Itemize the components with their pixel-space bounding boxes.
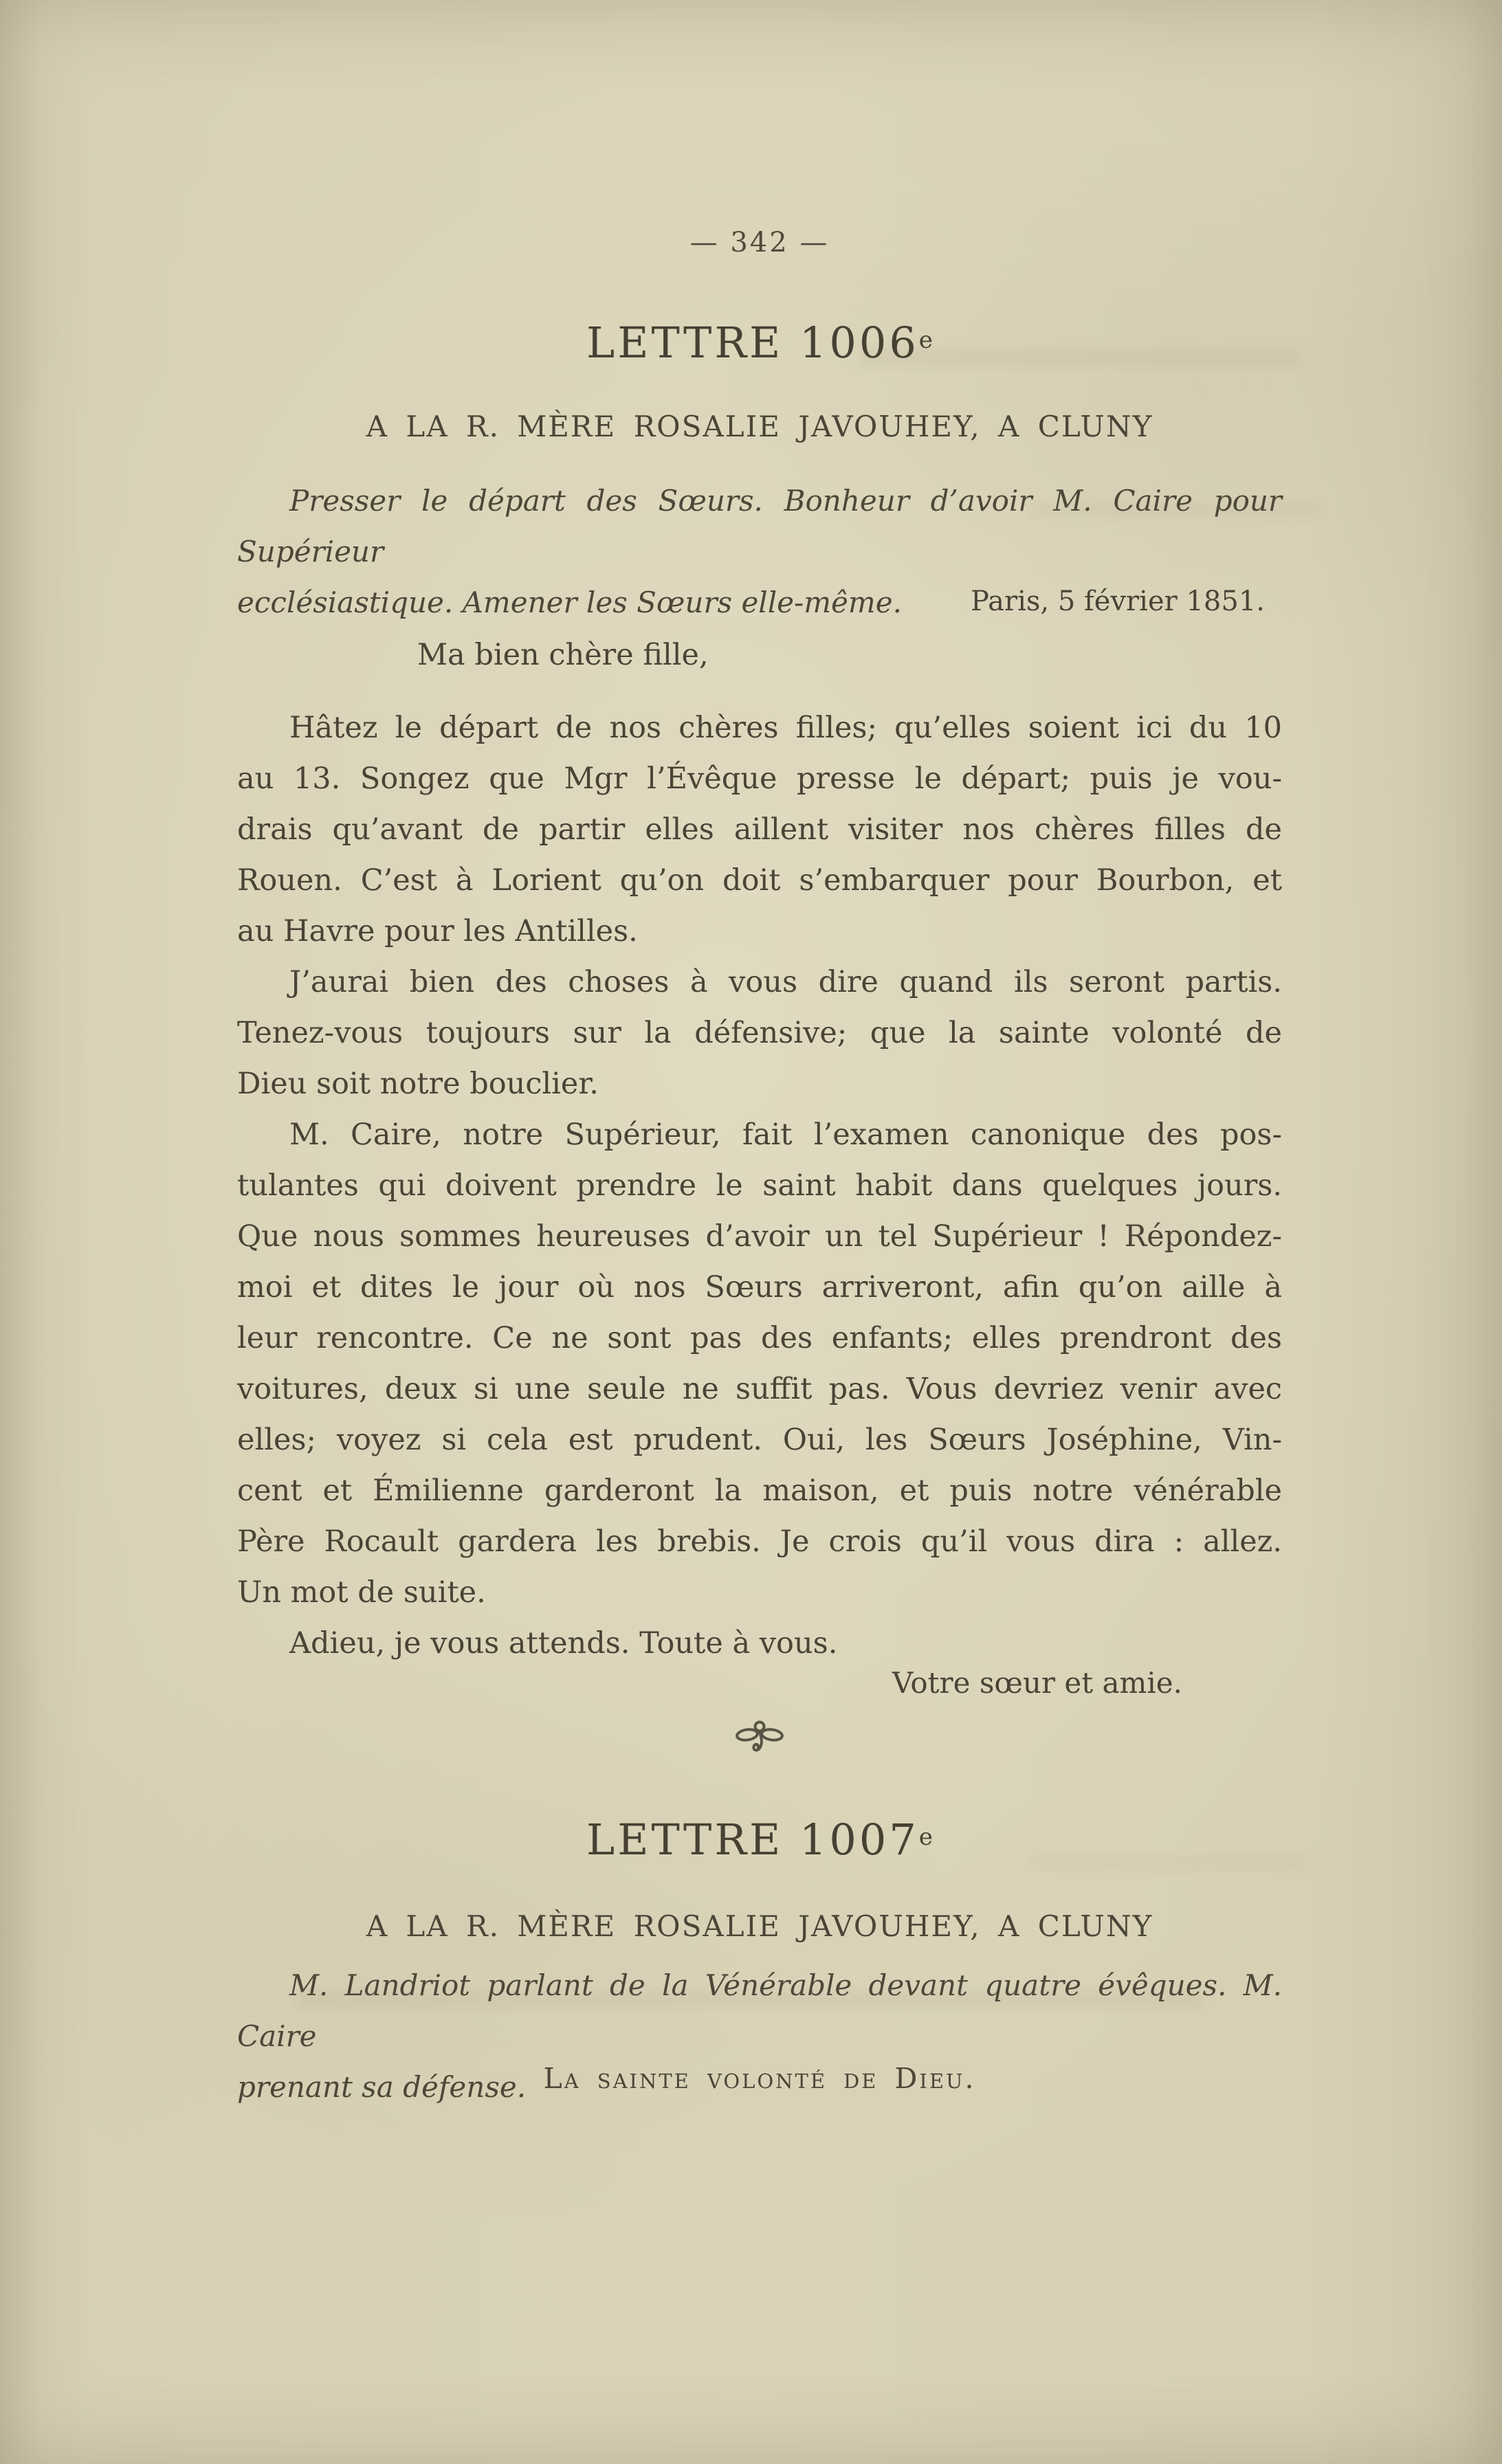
letter-1006-dateline: Paris, 5 février 1851. (970, 586, 1265, 617)
body-text-line: Un mot de suite. (237, 1575, 486, 1610)
letter-1007-title: LETTRE 1007 (586, 1814, 919, 1865)
letter-1006-recipient: A LA R. MÈRE ROSALIE JAVOUHEY, A CLUNY (366, 410, 1153, 443)
text-line: prenant sa défense. (237, 2070, 527, 2104)
body-text-line: au Havre pour les Antilles. (237, 914, 638, 948)
body-text-line: elles; voyez si cela est prudent. Oui, les Sœurs Joséphine, Vin- (237, 1423, 1282, 1457)
body-text-line: drais qu’avant de partir elles aillent visiter nos chères filles de (237, 812, 1282, 847)
letter-1007-recipient: A LA R. MÈRE ROSALIE JAVOUHEY, A CLUNY (366, 1909, 1153, 1943)
body-text-line: Hâtez le départ de nos chères filles; qu’elles soient ici du 10 (289, 711, 1282, 745)
body-text-line: voitures, deux si une seule ne suffit pas. Vous devriez venir avec (237, 1372, 1282, 1406)
text-line: ecclésiastique. Amener les Sœurs elle-même. (237, 586, 902, 619)
fleuron-ornament (237, 1717, 1282, 1762)
text-line: M. Landriot parlant de la Vénérable devant quatre évêques. M. Caire (237, 1968, 1282, 2053)
letter-1007-ordinal-sup: e (918, 1823, 933, 1851)
body-text-line: Dieu soit notre bouclier. (237, 1067, 599, 1101)
letter-1006-body (237, 702, 1282, 1669)
letter-1006-ordinal-sup: e (918, 326, 933, 354)
body-text-line: Que nous sommes heureuses d’avoir un tel Supérieur ! Répondez- (237, 1219, 1282, 1254)
body-text-line: leur rencontre. Ce ne sont pas des enfants; elles prendront des (237, 1321, 1282, 1355)
body-text-line: au 13. Songez que Mgr l’Évêque presse le départ; puis je vou- (237, 762, 1282, 796)
fleuron-icon (733, 1749, 786, 1762)
page-number: — 342 — (689, 227, 830, 258)
body-text-line: moi et dites le jour où nos Sœurs arriveront, afin qu’on aille à (237, 1270, 1282, 1305)
letter-1006-signature: Votre sœur et amie. (892, 1666, 1182, 1700)
letter-1006-title: LETTRE 1006 (586, 318, 919, 368)
letter-1006-heading (237, 318, 1282, 368)
body-text-line: cent et Émilienne garderont la maison, et puis notre vénérable (237, 1474, 1282, 1508)
body-text-line: M. Caire, notre Supérieur, fait l’examen canonique des pos- (289, 1118, 1282, 1152)
body-text-line: Adieu, je vous attends. Toute à vous. (289, 1626, 838, 1661)
letter-1007-subject: La sainte volonté de Dieu. (543, 2062, 976, 2095)
letter-1006-salutation: Ma bien chère fille, (417, 638, 709, 672)
body-text-line: Rouen. C’est à Lorient qu’on doit s’embarquer pour Bourbon, et (237, 863, 1282, 898)
body-text-line: Père Rocault gardera les brebis. Je crois qu’il vous dira : allez. (237, 1524, 1282, 1559)
body-text-line: Tenez-vous toujours sur la défensive; que la sainte volonté de (237, 1016, 1282, 1050)
body-text-line: tulantes qui doivent prendre le saint habit dans quelques jours. (237, 1168, 1282, 1203)
text-line: Presser le départ des Sœurs. Bonheur d’avoir M. Caire pour Supérieur (237, 484, 1282, 568)
letter-1007-heading (237, 1814, 1282, 1865)
body-text-line: J’aurai bien des choses à vous dire quand ils seront partis. (289, 965, 1282, 999)
